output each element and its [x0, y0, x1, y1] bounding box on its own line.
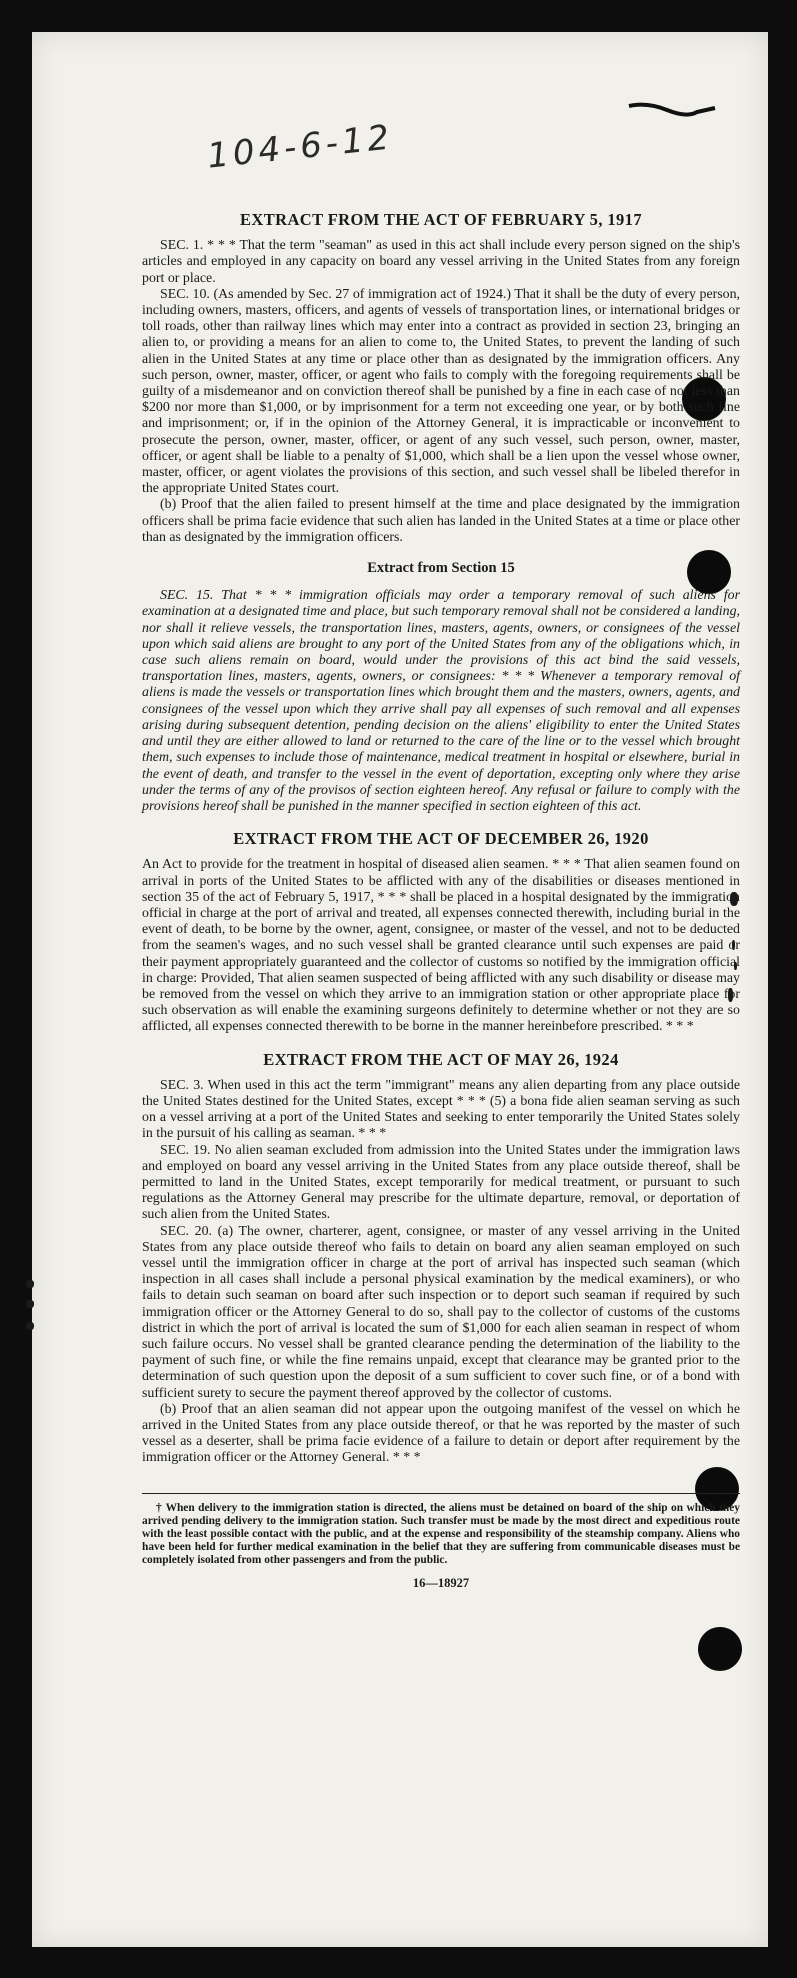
footnote-divider — [142, 1493, 740, 1494]
section-paragraph: SEC. 3. When used in this act the term "immigrant" means any alien departing from any place outside the United States destined for the United States, except * * * (5) a bona fide alien seaman serving as such on a vessel arriving at a port of the United States and seeking to enter temporarily the United States solely in the pursuit of his calling as seaman. * * * — [142, 1077, 740, 1142]
section-heading: EXTRACT FROM THE ACT OF MAY 26, 1924 — [263, 1049, 619, 1069]
margin-mark — [26, 1280, 34, 1288]
handwritten-squiggle-mark — [627, 98, 717, 128]
section-paragraph: SEC. 10. (As amended by Sec. 27 of immigration act of 1924.) That it shall be the duty of every person, including owners, masters, officers, and agents of vessels of transportation lines, or international bridges or toll roads, other than railway lines which may enter into a contract as provided in section 23, bringing an alien to, or providing a means for an alien to come to, the United States, to prevent the landing of such alien in the United States at any time or place other than as designated by the immigration officers. Any such person, owner, master, officer, or agent who fails to comply with the foregoing requirements shall be guilty of a misdemeanor and on conviction thereof shall be punished by a fine in each case of not less than $200 nor more than $1,000, or by imprisonment for a term not exceeding one year, or by both such fine and imprisonment; or, if in the opinion of the Attorney General, it is impracticable or inconvenient to prosecute the person, owner, master, officer, or agent of any such vessel, such person, owner, master, officer, or agent shall be liable to a penalty of $1,000, which shall be a lien upon the vessel whose owner, master, officer, or agent violates the provisions of this section, and such vessel shall be libeled therefor in the appropriate United States court. — [142, 286, 740, 497]
footnote: † When delivery to the immigration station is directed, the aliens must be detained on board of the ship on which they arrived pending delivery to the immigration station. Such transfer must be made by the most direct and expeditious route with the least possible contact with the public, and at the expense and responsibility of the steamship company. Aliens who have been held for further medical examination in the belief that they are suffering from communicable diseases must be completely isolated from other passengers and from the public. — [142, 1501, 740, 1566]
document-page — [32, 32, 768, 1947]
section-paragraph: SEC. 20. (a) The owner, charterer, agent, consignee, or master of any vessel arriving in the United States from any place outside thereof who fails to detain on board any alien seaman employed on such vessel until the immigration officer in charge at the port of arrival has inspected such seaman (which inspection in all cases shall include a personal physical examination by the medical examiners), or who fails to detain such seaman on board after such inspection or to deport such seaman if required by such immigration officer or the Attorney General to do so, shall pay to the collector of customs of the customs district in which the port of arrival is located the sum of $1,000 for each alien seaman in respect of whom such failure occurs. No vessel shall be granted clearance pending the determination of the liability to the payment of such fine, or while the fine remains unpaid, except that clearance may be granted prior to the determination of such question upon the deposit of a sum sufficient to cover such fine, or of a bond with sufficient surety to secure the payment thereof approved by the collector of customs. — [142, 1223, 740, 1401]
section-paragraph: SEC. 1. * * * That the term "seaman" as used in this act shall include every person signed on the ship's articles and employed in any capacity on board any vessel arriving in the United States from any foreign port or place. — [142, 238, 740, 286]
margin-mark — [26, 1322, 34, 1330]
section-heading: EXTRACT FROM THE ACT OF DECEMBER 26, 1920 — [233, 829, 649, 849]
handwritten-file-number: 104-6-12 — [205, 117, 395, 177]
form-number: 16—18927 — [412, 1575, 470, 1590]
section-paragraph: SEC. 15. That * * * immigration officials may order a temporary removal of such aliens for examination at a designated time and place, but such temporary removal shall not be considered a landing, nor shall it relieve vessels, the transportation lines, masters, agents, owners, or consignees of the vessel upon which said aliens are brought to any port of the United States from any of the obligations which, in case such aliens remain on board, would under the provisions of this act bind the said vessels, transportation lines, masters, agents, owners, or consignees: * * * Whenever a temporary removal of aliens is made the vessels or transportation lines which brought them and the masters, owners, agents, and consignees of the vessel upon which they arrive shall pay all expenses of such removal and all expenses arising during subsequent detention, pending decision on the aliens' eligibility to enter the United States and until they are either allowed to land or returned to the care of the line or to the vessel which brought them, such expenses to include those of maintenance, medical treatment in hospital or elsewhere, burial in the event of death, and transfer to the vessel in the event of deportation, excepting only where they arise under the terms of any of the provisos of section eighteen hereof. Any refusal or failure to comply with the provisions hereof shall be punished in the manner specified in section eighteen of this act. — [142, 588, 740, 814]
section-heading: EXTRACT FROM THE ACT OF FEBRUARY 5, 1917 — [240, 210, 642, 229]
punch-hole — [698, 1627, 742, 1671]
margin-mark — [26, 1300, 34, 1308]
document-body — [142, 212, 740, 1591]
section-paragraph: (b) Proof that the alien failed to present himself at the time and place designated by the immigration officers shall be prima facie evidence that such alien has landed in the United States at a time or place other than as designated by the immigration officers. — [142, 497, 740, 545]
section-heading: Extract from Section 15 — [367, 560, 515, 577]
section-paragraph: SEC. 19. No alien seaman excluded from admission into the United States under the immigration laws and employed on board any vessel arriving in the United States from any place outside thereof, shall be permitted to land in the United States, except temporarily for medical treatment, or pursuant to such regulations as the Attorney General may prescribe for the ultimate departure, removal, or deportation of such alien from the United States. — [142, 1142, 740, 1223]
section-paragraph: An Act to provide for the treatment in hospital of diseased alien seamen. * * * That alien seamen found on arrival in ports of the United States to be afflicted with any of the disabilities or diseases mentioned in section 35 of the act of February 5, 1917, * * * shall be placed in a hospital designated by the immigration official in charge at the port of arrival and treated, all expenses connected therewith, including burial in the event of death, to be borne by the owner, agent, consignee, or master of the vessel, and not to be deducted from the seamen's wages, and no such vessel shall be granted clearance until such expenses are paid or their payment appropriately guaranteed and the collector of customs so notified by the immigration official in charge: Provided, That alien seamen suspected of being afflicted with any such disability or disease may be removed from the vessel on which they arrive to an immigration station or other appropriate place for such observation as will enable the examining surgeons definitely to determine whether or not they are so afflicted, all expenses connected therewith to be borne in the manner hereinbefore prescribed. * * * — [142, 857, 740, 1035]
section-paragraph: (b) Proof that an alien seaman did not appear upon the outgoing manifest of the vessel on which he arrived in the United States from any place outside thereof, or that he was reported by the master of such vessel as a deserter, shall be prima facie evidence of a failure to detain or deport after requirement by the immigration officer or the Attorney General. * * * — [142, 1401, 740, 1466]
